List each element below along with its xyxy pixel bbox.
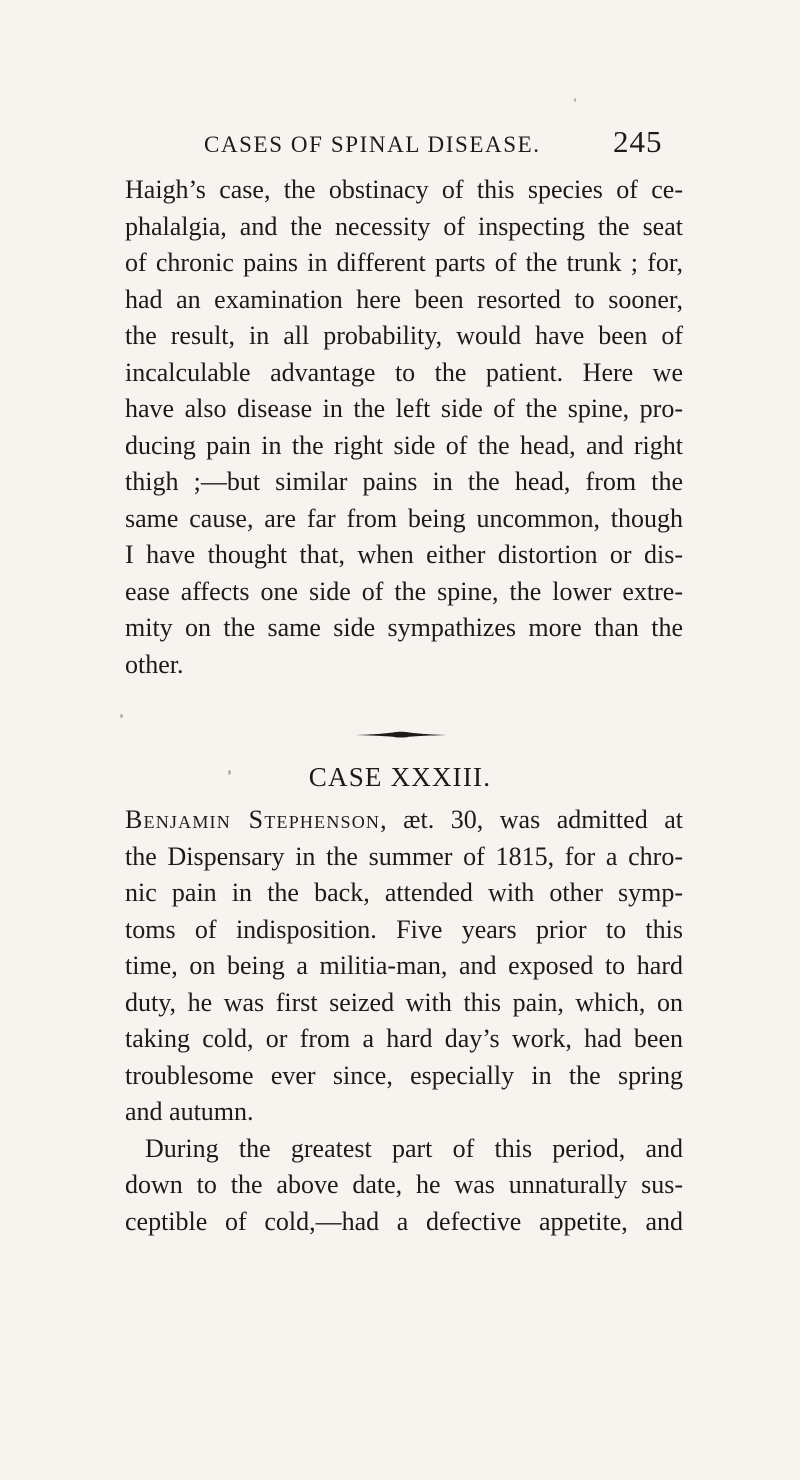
text-line: ceptible of cold,—had a defective appetite, and (125, 1206, 683, 1236)
case-heading: CASE XXXIII. (308, 762, 492, 792)
text-line: down to the above date, he was unnaturally sus- (125, 1170, 683, 1199)
text-line: the Dispensary in the summer of 1815, for a chro- (125, 841, 683, 871)
text-line: have also disease in the left side of the spine, pro- (125, 394, 683, 423)
text-line: ease affects one side of the spine, the lower extre- (125, 576, 683, 606)
text-line: nic pain in the back, attended with other symp- (125, 878, 683, 907)
text-line: same cause, are far from being uncommon, though (125, 503, 683, 533)
text-line (125, 802, 683, 839)
paper-speck (228, 770, 231, 775)
text-line: I have thought that, when either distortion or dis- (125, 540, 683, 569)
text-fragment: , æt. 30, was admitted at (380, 805, 683, 834)
page-number: 245 (613, 124, 663, 159)
text-line: the result, in all probability, would have been of (125, 321, 683, 350)
text-line: of chronic pains in different parts of the trunk ; for, (125, 248, 683, 277)
text-line: phalalgia, and the necessity of inspecting the seat (125, 211, 683, 241)
text-line: ducing pain in the right side of the head, and right (125, 430, 683, 460)
paper-speck (120, 714, 123, 718)
text-line: taking cold, or from a hard day’s work, had been (125, 1024, 683, 1053)
text-line: Haigh’s case, the obstinacy of this species of ce- (125, 175, 683, 204)
section-divider-ornament (353, 728, 449, 740)
running-head: CASES OF SPINAL DISEASE. (204, 132, 541, 157)
text-line: thigh ;—but similar pains in the head, from the (125, 467, 683, 496)
paragraph-continued (125, 172, 683, 683)
text-line: mity on the same side sympathizes more than the (125, 613, 683, 642)
text-line: time, on being a militia-man, and exposed to hard (125, 951, 683, 980)
text-line: toms of indisposition. Five years prior to this (125, 914, 683, 944)
patient-name: Benjamin Stephenson (125, 805, 381, 834)
case-body (125, 802, 683, 1240)
text-line: and autumn. (125, 1097, 254, 1126)
text-line: troublesome ever since, especially in the spring (125, 1060, 683, 1090)
text-line: other. (125, 649, 184, 679)
text-line: incalculable advantage to the patient. Here we (125, 357, 683, 387)
text-line: had an examination here been resorted to sooner, (125, 284, 683, 314)
text-line: During the greatest part of this period, and (145, 1133, 683, 1163)
paper-speck (574, 98, 576, 102)
text-line: duty, he was first seized with this pain, which, on (125, 987, 683, 1017)
